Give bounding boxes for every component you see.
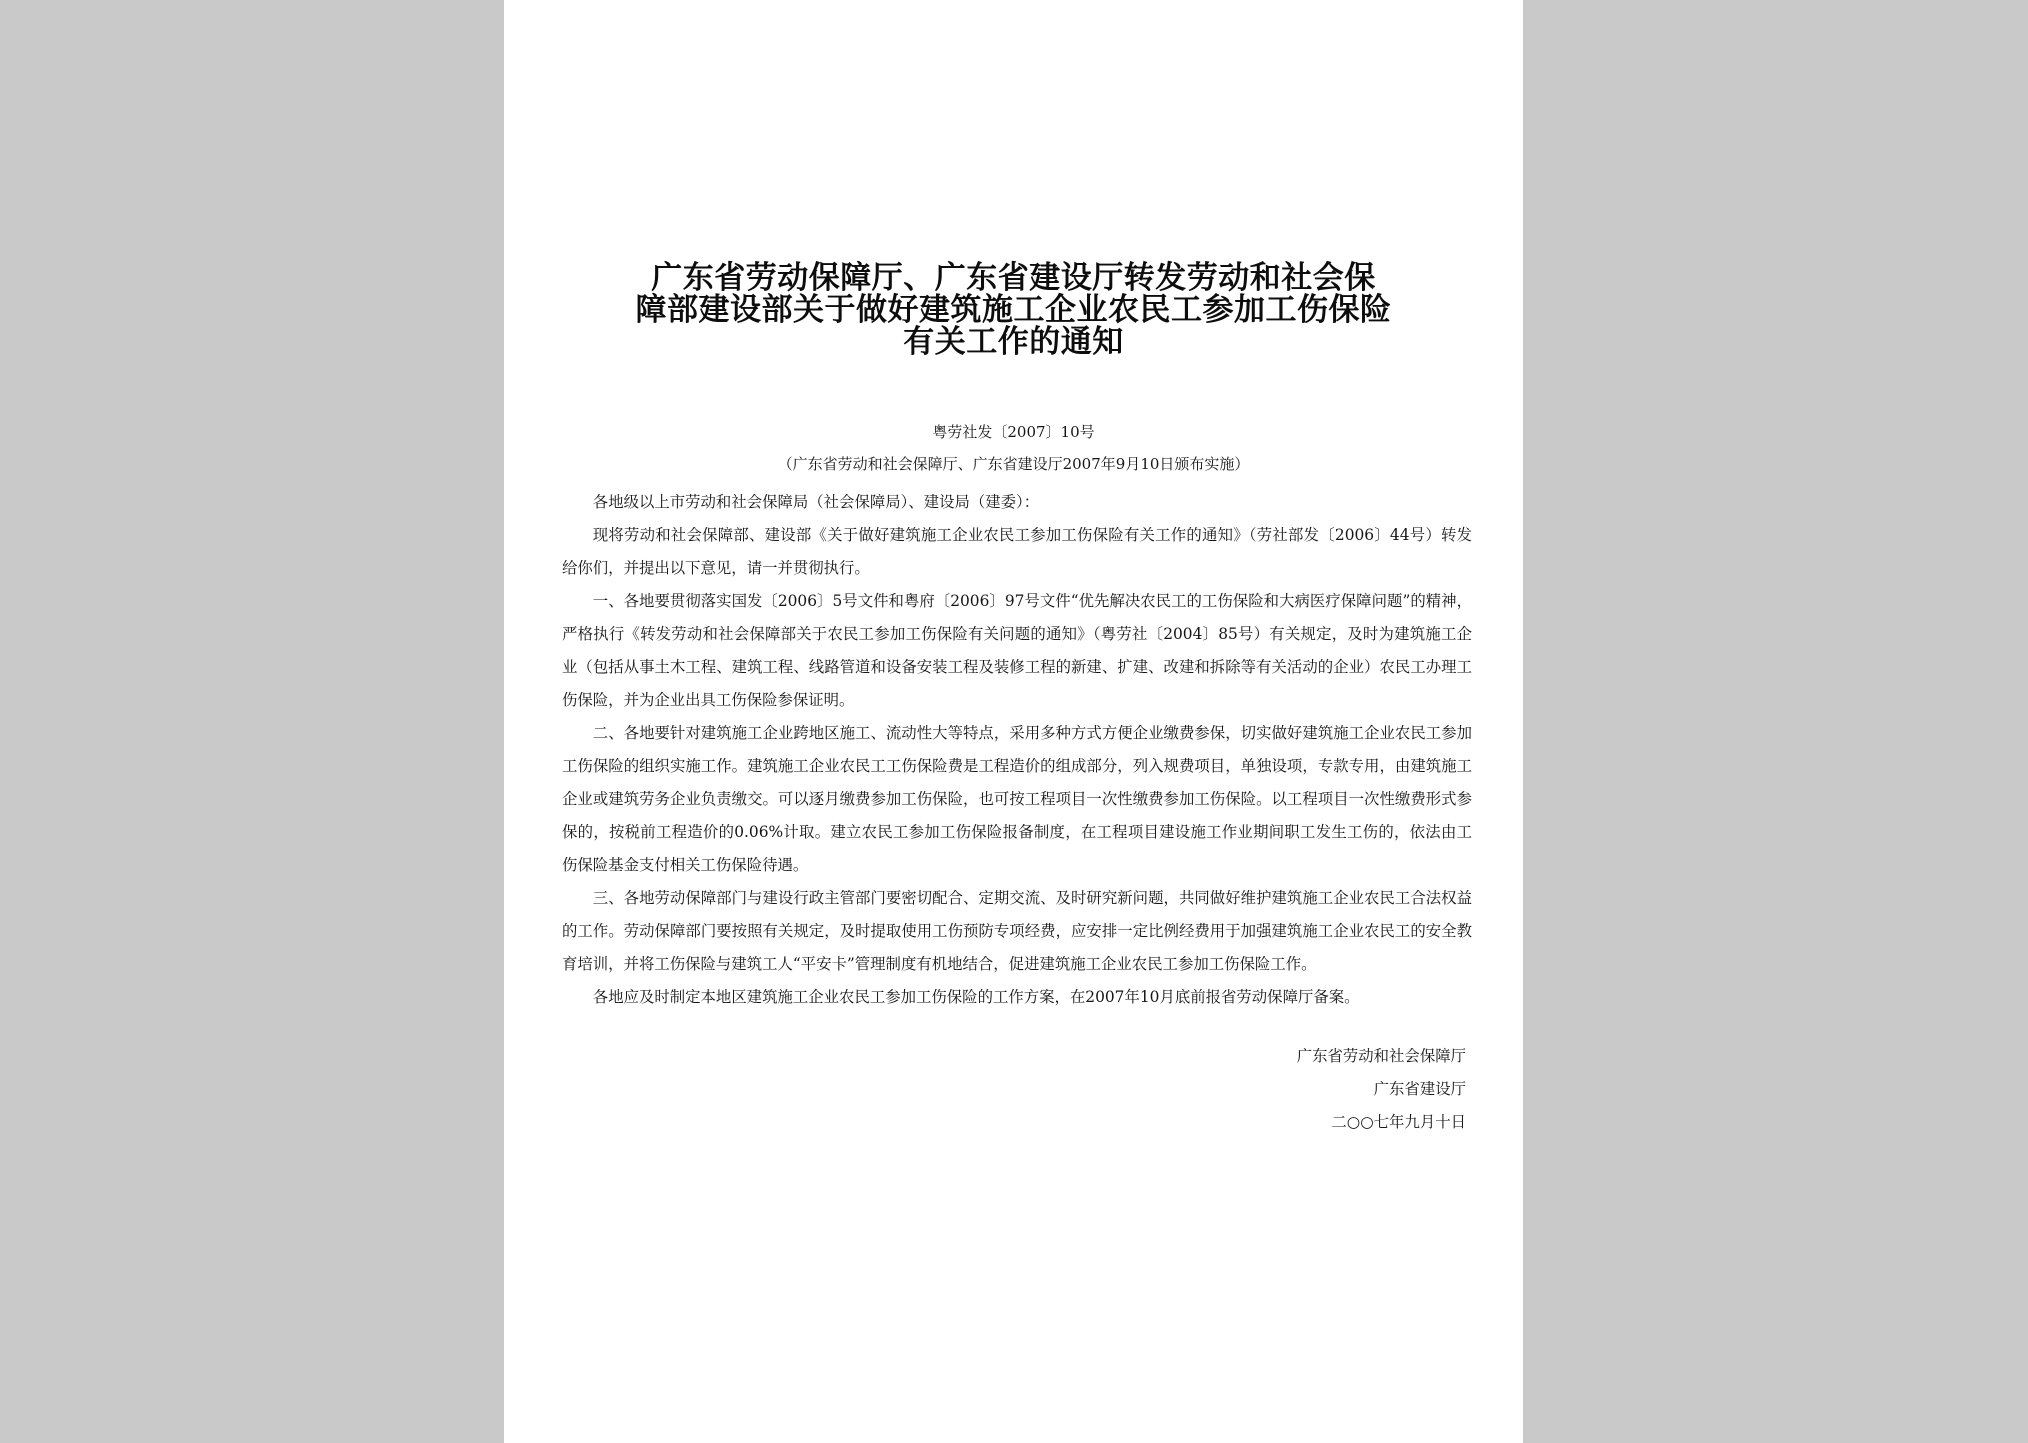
- signature-issuer: 广东省建设厅: [1373, 1080, 1466, 1098]
- signature-issuer: 广东省劳动和社会保障厅: [1296, 1047, 1466, 1065]
- document-number: 粤劳社发〔2007〕10号: [932, 423, 1095, 441]
- document-title: [556, 262, 1471, 358]
- issued-note: （广东省劳动和社会保障厅、广东省建设厅2007年9月10日颁布实施）: [777, 455, 1250, 473]
- title-line: 有关工作的通知: [903, 324, 1124, 360]
- body-paragraph: 三、各地劳动保障部门与建设行政主管部门要密切配合、定期交流、及时研究新问题，共同做好维护建筑施工企业农民工合法权益的工作。劳动保障部门要按照有关规定，及时提取使用工伤预防专项经费，应安排一定比例经费用于加强建筑施工企业农民工的安全教育培训，并将工伤保险与建筑工人“平安卡”管理制度有机地结合，促进建筑施工企业农民工参加工伤保险工作。: [562, 889, 1472, 973]
- body-paragraph: 各地应及时制定本地区建筑施工企业农民工参加工伤保险的工作方案，在2007年10月底前报省劳动保障厅备案。: [592, 988, 1360, 1006]
- title-line: 障部建设部关于做好建筑施工企业农民工参加工伤保险: [635, 292, 1392, 328]
- title-line: 广东省劳动保障厅、广东省建设厅转发劳动和社会保: [651, 260, 1376, 296]
- signature-date: 二○○七年九月十日: [1331, 1113, 1466, 1131]
- signature-block: [1297, 1040, 1466, 1139]
- body-paragraph: 一、各地要贯彻落实国发〔2006〕5号文件和粤府〔2006〕97号文件“优先解决农民工的工伤保险和大病医疗保障问题”的精神，严格执行《转发劳动和社会保障部关于农民工参加工伤保险有关问题的通知》（粤劳社〔2004〕85号）有关规定，及时为建筑施工企业（包括从事土木工程、建筑工程、线路管道和设备安装工程及装修工程的新建、扩建、改建和拆除等有关活动的企业）农民工办理工伤保险，并为企业出具工伤保险参保证明。: [562, 592, 1472, 709]
- body-paragraph: 二、各地要针对建筑施工企业跨地区施工、流动性大等特点，采用多种方式方便企业缴费参保，切实做好建筑施工企业农民工参加工伤保险的组织实施工作。建筑施工企业农民工工伤保险费是工程造价的组成部分，列入规费项目，单独设项，专款专用，由建筑施工企业或建筑劳务企业负责缴交。可以逐月缴费参加工伤保险，也可按工程项目一次性缴费参加工伤保险。以工程项目一次性缴费形式参保的，按税前工程造价的0.06%计取。建立农民工参加工伤保险报备制度，在工程项目建设施工作业期间职工发生工伤的，依法由工伤保险基金支付相关工伤保险待遇。: [562, 724, 1472, 874]
- salutation: 各地级以上市劳动和社会保障局（社会保障局）、建设局（建委）：: [592, 493, 1040, 511]
- document-page: [504, 0, 1523, 1443]
- body-paragraph: 现将劳动和社会保障部、建设部《关于做好建筑施工企业农民工参加工伤保险有关工作的通知》（劳社部发〔2006〕44号）转发给你们，并提出以下意见，请一并贯彻执行。: [562, 526, 1472, 577]
- document-body: [562, 486, 1472, 1014]
